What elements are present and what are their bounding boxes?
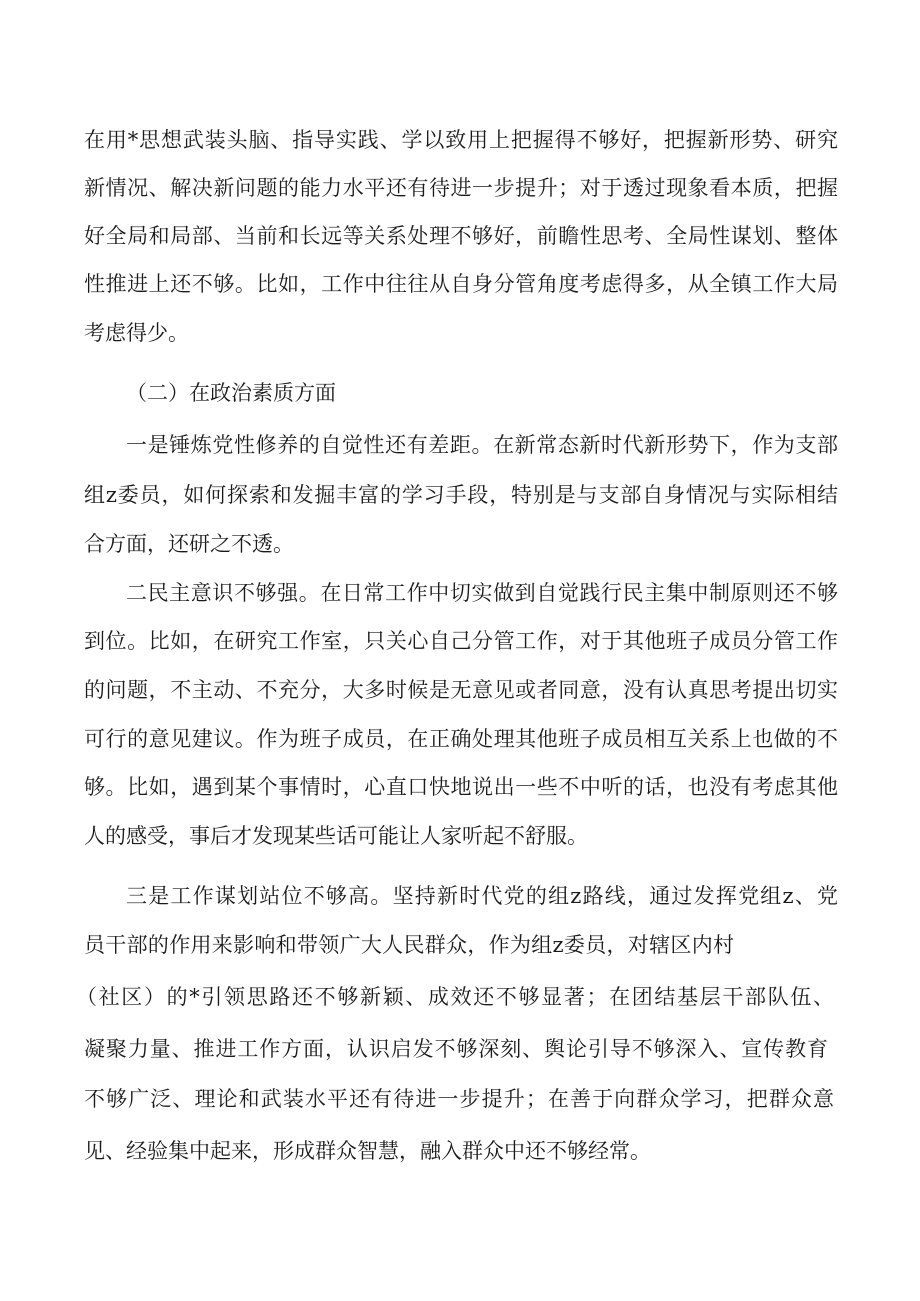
text-line: 人的感受，事后才发现某些话可能让人家听起不舒服。 — [84, 824, 588, 848]
text-line: 可行的意见建议。作为班子成员，在正确处理其他班子成员相互关系上也做的不 — [84, 727, 838, 751]
text-line: 见、经验集中起来，形成群众智慧，融入群众中还不够经常。 — [84, 1139, 651, 1163]
text-line: 性推进上还不够。比如，工作中往往从自身分管角度考虑得多，从全镇工作大局 — [84, 272, 838, 296]
text-line: 凝聚力量、推进工作方面，认识启发不够深刻、舆论引导不够深入、宣传教育 — [84, 1037, 828, 1061]
paragraph-first-line: 一是锤炼党性修养的自觉性还有差距。在新常态新时代新形势下，作为支部 — [126, 433, 838, 457]
text-line: 到位。比如，在研究工作室，只关心自己分管工作，对于其他班子成员分管工作 — [84, 629, 838, 653]
text-line: 在用*思想武装头脑、指导实践、学以致用上把握得不够好，把握新形势、研究 — [84, 128, 838, 152]
text-line: 组z委员，如何探索和发掘丰富的学习手段，特别是与支部自身情况与实际相结 — [84, 483, 838, 507]
text-line: 新情况、解决新问题的能力水平还有待进一步提升；对于透过现象看本质，把握 — [84, 176, 838, 200]
text-line: 员干部的作用来影响和带领广大人民群众，作为组z委员，对辖区内村 — [84, 933, 734, 957]
text-line: 好全局和局部、当前和长远等关系处理不够好，前瞻性思考、全局性谋划、整体 — [84, 224, 838, 248]
paragraph-first-line: 三是工作谋划站位不够高。坚持新时代党的组z路线，通过发挥党组z、党 — [126, 884, 838, 908]
paragraph-first-line: 二民主意识不够强。在日常工作中切实做到自觉践行民主集中制原则还不够 — [126, 581, 838, 605]
text-line: 够。比如，遇到某个事情时，心直口快地说出一些不中听的话，也没有考虑其他 — [84, 775, 838, 799]
text-line: 的问题，不主动、不充分，大多时候是无意见或者同意，没有认真思考提出切实 — [84, 678, 838, 702]
text-line: （社区）的*引领思路还不够新颖、成效还不够显著；在团结基层干部队伍、 — [76, 985, 834, 1009]
section-heading: （二）在政治素质方面 — [126, 381, 336, 405]
text-line: 合方面，还研之不透。 — [84, 532, 294, 556]
text-line: 不够广泛、理论和武装水平还有待进一步提升；在善于向群众学习，把群众意 — [84, 1087, 834, 1111]
text-line: 考虑得少。 — [84, 321, 189, 345]
